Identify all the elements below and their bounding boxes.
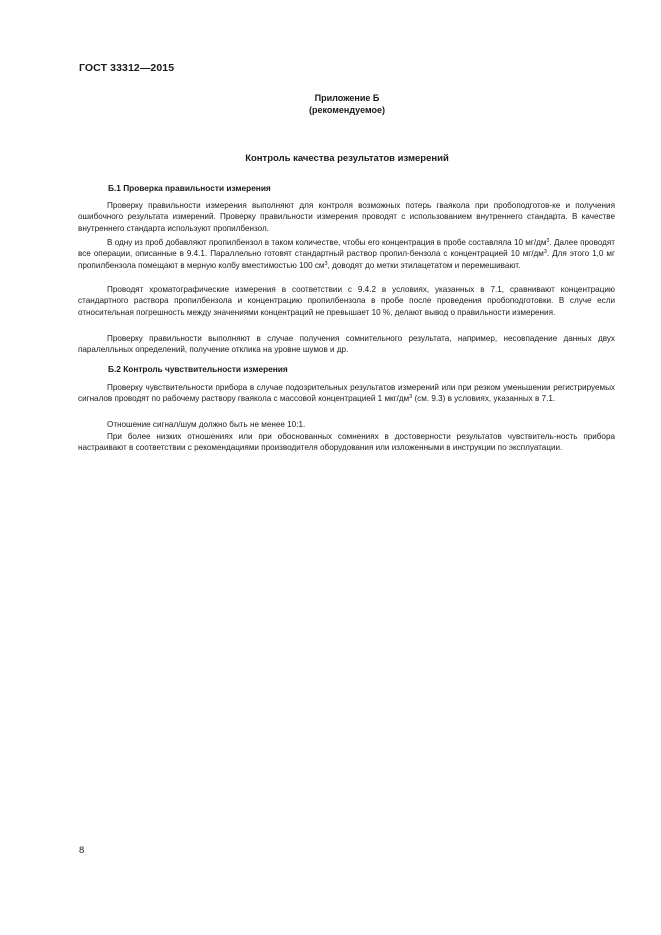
annex-label: Приложение Б: [314, 93, 380, 103]
text-run: . Для этого 1,0 мг пропилбензола помещают в мерную колбу вместимостью 100 см: [78, 249, 615, 270]
superscript: 3: [546, 238, 550, 244]
document-code: ГОСТ 33312—2015: [79, 62, 175, 74]
paragraph-b1-1: Проверку правильности измерения выполняют для контроля возможных потерь гваякола при пробоподготов-ке и получения ошибочного результата измерений. Проверку правильности измерения проводят с использованием внутреннего стандарта. В качестве внутреннего стандарта используют пропилбензол.: [78, 201, 615, 233]
paragraph-b2-2: Отношение сигнал/шум должно быть не менее 10:1.: [107, 420, 306, 429]
text-run: Проверку чувствительности прибора в случае подозрительных результатов измерений или при резком уменьшении регистрируемых сигналов проводят по рабочему раствору гваякола с массовой концентрацией 1 мкг/дм: [78, 383, 615, 404]
text-run: , доводят до метки этилацетатом и перемешивают.: [327, 260, 521, 270]
paragraph-b1-4: Проверку правильности выполняют в случае получения сомнительного результата, например, несовпадение данных двух паралелльных определений, получение отклика на уровне шумов и др.: [78, 334, 615, 355]
text-run: . Далее проводят все операции, описанные в 9.4.1. Параллельно готовят стандартный раствор пропил-бензола с концентрацией 10 мг/дм: [78, 238, 616, 259]
annex-title: Контроль качества результатов измерений: [245, 153, 449, 164]
paragraph-b2-3: При более низких отношениях или при обоснованных сомнениях в достоверности результатов чувствитель-ность прибора настраивают в соответствии с рекомендациями производителя оборудования или изложенными в инструкции по эксплуатации.: [78, 432, 615, 453]
superscript: 3: [409, 394, 413, 401]
paragraph-b2-1: [78, 382, 615, 405]
superscript: 3: [543, 249, 547, 256]
paragraph-b1-2: [78, 237, 615, 271]
superscript: 3: [324, 260, 328, 267]
section-heading-b2: Б.2 Контроль чувствительности измерения: [108, 364, 288, 374]
text-run: В одну из проб добавляют пропилбензол в таком количестве, чтобы его концентрация в пробе составляла 10 мг/дм: [107, 238, 547, 247]
section-heading-b1: Б.1 Проверка правильности измерения: [108, 183, 271, 193]
page-number: 8: [79, 845, 85, 856]
annex-status: (рекомендуемое): [309, 105, 385, 115]
paragraph-b1-3: Проводят хроматографические измерения в соответствии с 9.4.2 в условиях, указанных в 7.1, сравнивают концентрацию стандартного раствора пропилбензола и концентрацию пропилбензола в пробе после проведения пробоподготовки. В случе если относительная погрешность между значениями концентраций не превышает 10 %, делают вывод о правильности измерения.: [78, 285, 615, 317]
text-run: (см. 9.3) в условиях, указанных в 7.1.: [412, 394, 556, 404]
annex-heading: [0, 92, 661, 116]
